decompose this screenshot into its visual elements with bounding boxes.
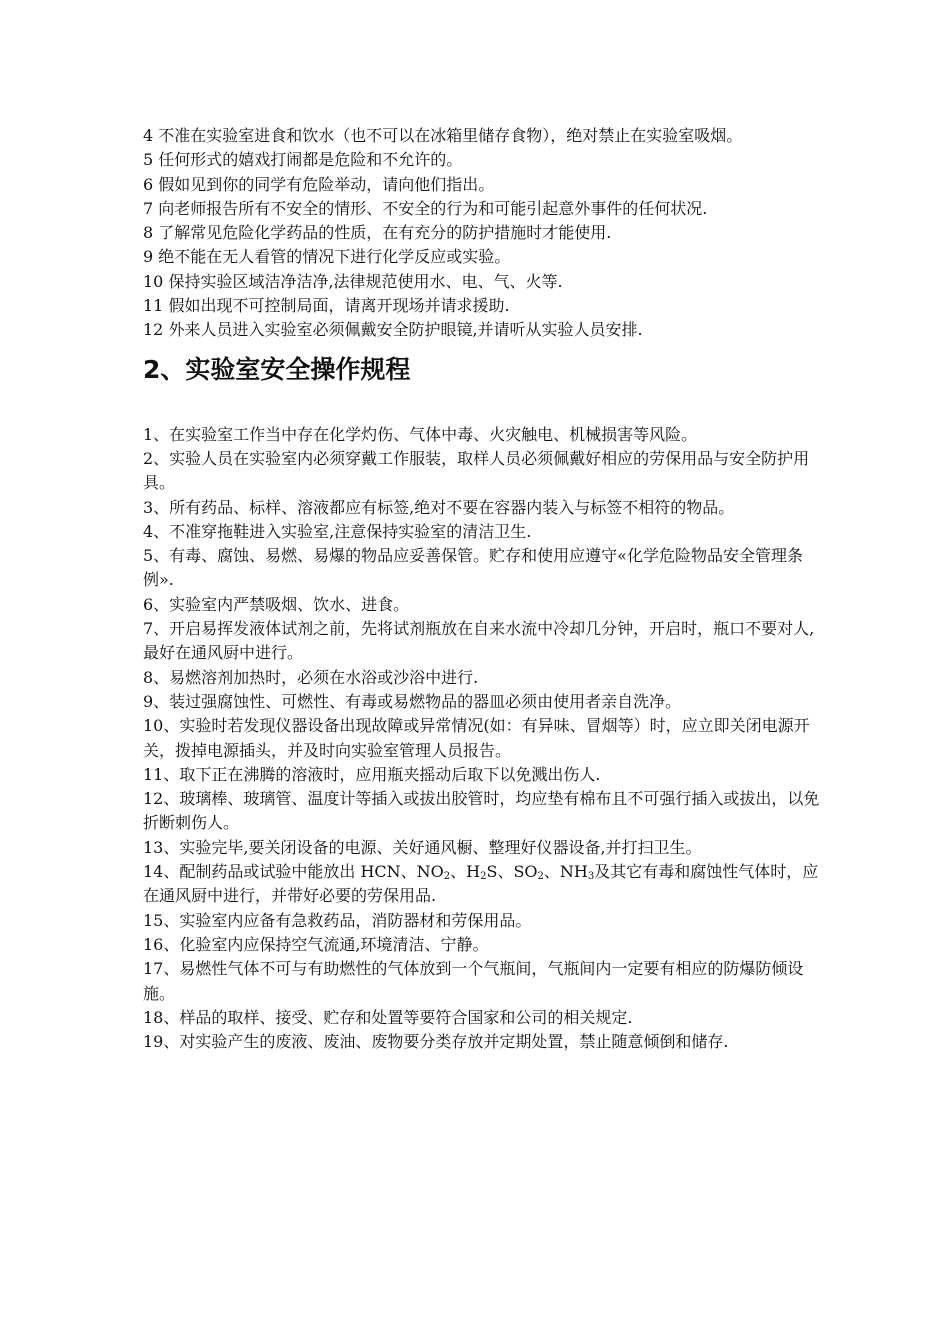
procedure-14-sub-nh3: 3 — [587, 871, 595, 883]
rule-4: 4 不准在实验室进食和饮水（也不可以在冰箱里储存食物），绝对禁止在实验室吸烟。 — [143, 126, 743, 145]
procedure-12: 12、玻璃棒、玻璃管、温度计等插入或拔出胶管时，均应垫有棉布且不可强行插入或拔出，以免折断刺伤人。 — [143, 789, 820, 833]
procedure-17: 17、易燃性气体不可与有助燃性的气体放到一个气瓶间，气瓶间内一定要有相应的防爆防倾设施。 — [143, 959, 804, 1003]
procedure-14-prefix: 14、配制药品或试验中能放出 HCN、NO — [143, 862, 444, 882]
procedure-10: 10、实验时若发现仪器设备出现故障或异常情况(如：有异味、冒烟等）时，应立即关闭电源开关，拨掉电源插头，并及时向实验室管理人员报告。 — [143, 716, 810, 760]
procedure-19: 19、对实验产生的废液、废油、废物要分类存放并定期处置，禁止随意倾倒和储存. — [143, 1032, 729, 1052]
procedure-7: 7、开启易挥发液体试剂之前，先将试剂瓶放在自来水流中冷却几分钟，开启时，瓶口不要对人,最好在通风厨中进行。 — [143, 619, 815, 663]
rule-5: 5 任何形式的嬉戏打闹都是危险和不允许的。 — [143, 150, 463, 170]
procedure-14-sub-no2: 2 — [443, 871, 451, 883]
rule-6: 6 假如见到你的同学有危险举动，请向他们指出。 — [143, 174, 495, 194]
procedure-18: 18、样品的取样、接受、贮存和处置等要符合国家和公司的相关规定. — [143, 1007, 633, 1027]
procedure-16: 16、化验室内应保持空气流通,环境清洁、宁静。 — [143, 934, 489, 954]
procedure-13: 13、实验完毕,要关闭设备的电源、关好通风橱、整理好仪器设备,并打扫卫生。 — [143, 837, 702, 857]
procedure-9: 9、装过强腐蚀性、可燃性、有毒或易燃物品的器皿必须由使用者亲自洗净。 — [143, 691, 682, 711]
rule-7: 7 向老师报告所有不安全的情形、不安全的行为和可能引起意外事件的任何状况. — [143, 198, 708, 218]
procedure-4: 4、不准穿拖鞋进入实验室,注意保持实验室的清洁卫生. — [143, 521, 532, 541]
procedure-14-sub-so2: 2 — [537, 871, 544, 883]
procedure-14-mid3: 、NH — [543, 862, 588, 882]
document-page — [143, 124, 823, 1054]
procedure-1: 1、在实验室工作当中存在化学灼伤、气体中毒、火灾触电、机械损害等风险。 — [143, 424, 698, 444]
procedure-3: 3、所有药品、标样、溶液都应有标签,绝对不要在容器内装入与标签不相符的物品。 — [143, 497, 735, 517]
section-spacer — [143, 387, 823, 423]
section-heading: 2、实验室安全操作规程 — [143, 354, 411, 384]
rule-9: 9 绝不能在无人看管的情况下进行化学反应或实验。 — [143, 247, 511, 267]
rule-10: 10 保持实验区域洁净洁净,法律规范使用水、电、气、火等. — [143, 271, 563, 291]
procedure-14-sub-h2s: 2 — [480, 871, 487, 883]
procedure-14-mid2: S、SO — [486, 862, 538, 882]
rule-12: 12 外来人员进入实验室必须佩戴安全防护眼镜,并请听从实验人员安排. — [143, 320, 643, 340]
procedure-5: 5、有毒、腐蚀、易燃、易爆的物品应妥善保管。贮存和使用应遵守«化学危险物品安全管理条例». — [143, 546, 803, 590]
procedure-6: 6、实验室内严禁吸烟、饮水、进食。 — [143, 594, 410, 614]
procedure-14-mid1: 、H — [450, 862, 481, 882]
rule-8: 8 了解常见危险化学药品的性质，在有充分的防护措施时才能使用. — [143, 223, 612, 243]
procedure-15: 15、实验室内应备有急救药品，消防器材和劳保用品。 — [143, 910, 532, 930]
rule-11: 11 假如出现不可控制局面，请离开现场并请求援助. — [143, 296, 510, 316]
procedure-14 — [143, 860, 823, 909]
procedure-14-suffix: 及其它有毒和腐蚀性气体时，应在通风厨中进行，并带好必要的劳保用品. — [143, 862, 819, 906]
procedure-8: 8、易燃溶剂加热时，必须在水浴或沙浴中进行. — [143, 667, 479, 687]
procedure-2: 2、实验人员在实验室内必须穿戴工作服装，取样人员必须佩戴好相应的劳保用品与安全防护用具。 — [143, 448, 810, 493]
procedure-11: 11、取下正在沸腾的溶液时，应用瓶夹摇动后取下以免溅出伤人. — [143, 764, 601, 784]
